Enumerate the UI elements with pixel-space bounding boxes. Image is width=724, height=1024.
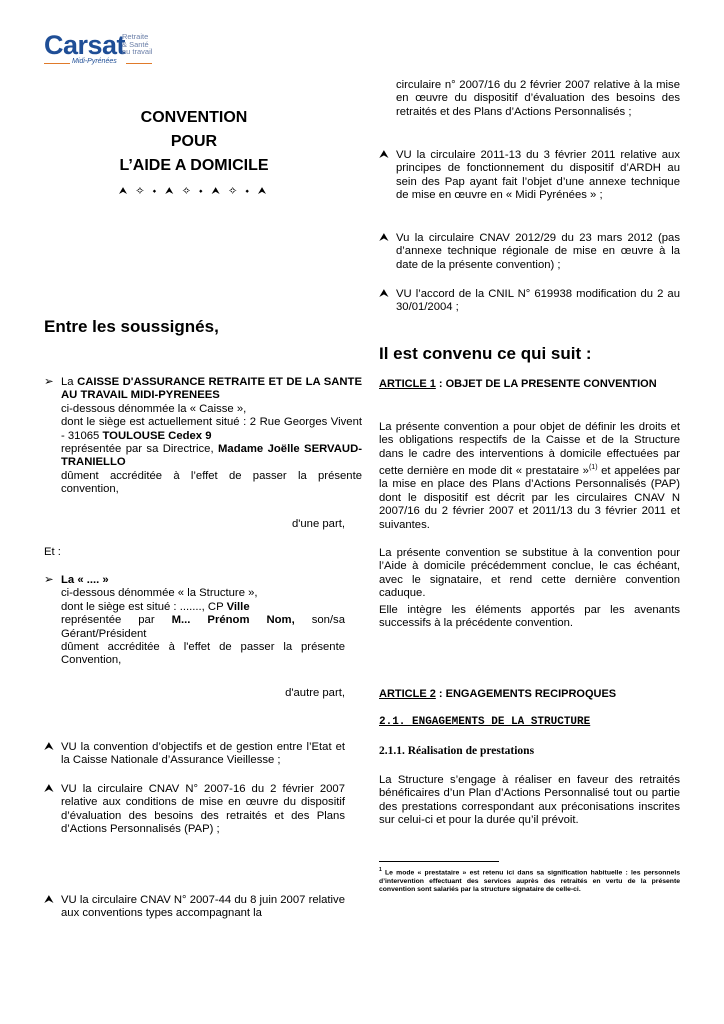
article-2-title: ARTICLE 2 : ENGAGEMENTS RECIPROQUES [379,688,617,700]
logo-rule-right [126,63,152,64]
vu-item: ⮝ VU l’accord de la CNIL N° 619938 modification du 2 au 30/01/2004 ; [379,288,680,314]
section-2-1-title: 2.1. ENGAGEMENTS DE LA STRUCTURE [379,716,591,728]
vu-marker-icon: ⮝ [44,741,54,753]
vu-marker-icon: ⮝ [379,149,389,161]
party-structure: ➢ La « .... » ci-dessous dénommée « la Structure », dont le siège est situé : ......., CP Ville représentée par M... Prénom Nom, son/sa Gérant/Président dûment accréditée à l'effet de passer la présente Convention, [44,574,345,667]
footnote: $^1$ Le mode « prestataire » est retenu ici dans sa signification habituelle : les personnels d’intervention effectuant des services auprès des retraités en vertu de la présente convention sont salariés par la structure signataire de celle-ci. [379,867,680,894]
closing-autre-part: d'autre part, [285,687,345,699]
et-label: Et : [44,546,61,558]
title-ornament: ⮝ ✧ ⬩ ⮝ ✧ ⬩ ⮝ ✧ ⬩ ⮝ [118,186,270,197]
arrow-bullet-icon: ➢ [44,376,54,388]
carsat-logo: Carsat [44,30,126,60]
vu-item: ⮝ VU la convention d’objectifs et de gestion entre l’Etat et la Caisse Nationale d’Assurance Vieillesse ; [44,741,345,767]
vu-item: ⮝ VU la circulaire CNAV N° 2007-16 du 2 février 2007 relative aux conditions de mise en œuvre du dispositif d’évaluation des besoins des retraités et des Plans d’Actions Personnalisés (PAP) ; [44,783,345,836]
logo-tagline: Retraite & Santé au travail [122,32,153,56]
footnote-separator [379,861,499,862]
vu-marker-icon: ⮝ [44,783,54,795]
article-1-title: ARTICLE 1 : OBJET DE LA PRESENTE CONVENTION [379,378,657,390]
vu-marker-icon: ⮝ [44,894,54,906]
vu-marker-icon: ⮝ [379,232,389,244]
title-line-3: L’AIDE A DOMICILE [119,157,269,174]
logo-region: Midi-Pyrénées [72,58,117,65]
logo-rule-left [44,63,70,64]
article-1-para-2: La présente convention se substitue à la convention pour l’Aide à domicile précédemment conclue, le cas échéant, avec le signataire, et rend cette dernière convention caduque. [379,547,680,600]
article-1-para-1: La présente convention a pour objet de définir les droits et les obligations respectifs de la Caisse et de la Structure dans le cadre des interventions à domicile effectuées par cette dernière en mode dit « prestataire »$^{(1)}$ et appelées par la mise en place des Plans d’Actions Personnalisés (PAP) dont le dispositif est décrit par les circulaires CNAV N 2007/16 du 2 février 2007 et 2011/13 du 3 février 2011 et suivantes. [379,421,680,531]
title-line-2: POUR [170,133,218,150]
parties-heading: Entre les soussignés, [44,317,219,336]
vu-item: ⮝ VU la circulaire 2011-13 du 3 février 2011 relative aux principes de fonctionnement du dispositif d’ARDH au sein des Pap ayant fait l’objet d’une annexe technique de mise en œuvre en « Midi Pyrénées » ; [379,149,680,202]
article-2-para-1: La Structure s’engage à réaliser en faveur des retraités bénéficaires d’un Plan d’Actions Personnalisé tout ou partie des prestations correspondant aux préconisations inscrites sur celui-ci et pour la durée qu’il prévoit. [379,774,680,827]
arrow-bullet-icon: ➢ [44,574,54,586]
article-1-para-3: Elle intègre les éléments apportés par les avenants successifs à la précédente convention. [379,604,680,630]
vu-item: ⮝ Vu la circulaire CNAV 2012/29 du 23 mars 2012 (pas d’annexe technique régionale de mise en œuvre à la date de la présente convention) ; [379,232,680,271]
section-2-1-1-title: 2.1.1. Réalisation de prestations [379,745,535,757]
vu-marker-icon: ⮝ [379,288,389,300]
agreement-heading: Il est convenu ce qui suit : [379,344,592,363]
vu-item: ⮝ VU la circulaire CNAV N° 2007-44 du 8 juin 2007 relative aux conventions types accompagnant la [44,894,345,920]
vu-continuation: circulaire n° 2007/16 du 2 février 2007 relative à la mise en œuvre du dispositif d’évaluation des besoins des retraités et des Plans d’Actions Personnalisés ; [396,79,680,118]
title-line-1: CONVENTION [140,109,248,126]
closing-une-part: d'une part, [291,518,345,530]
party-caisse: ➢ La CAISSE D'ASSURANCE RETRAITE ET DE LA SANTE AU TRAVAIL MIDI-PYRENEES ci-dessous dénommée la « Caisse », dont le siège est actuellement situé : 2 Rue Georges Vivent - 31065 TOULOUSE Cedex 9 représentée par sa Directrice, Madame Joëlle SERVAUD-TRANIELLO dûment accréditée à l’effet de passer la présente convention, [44,376,362,496]
